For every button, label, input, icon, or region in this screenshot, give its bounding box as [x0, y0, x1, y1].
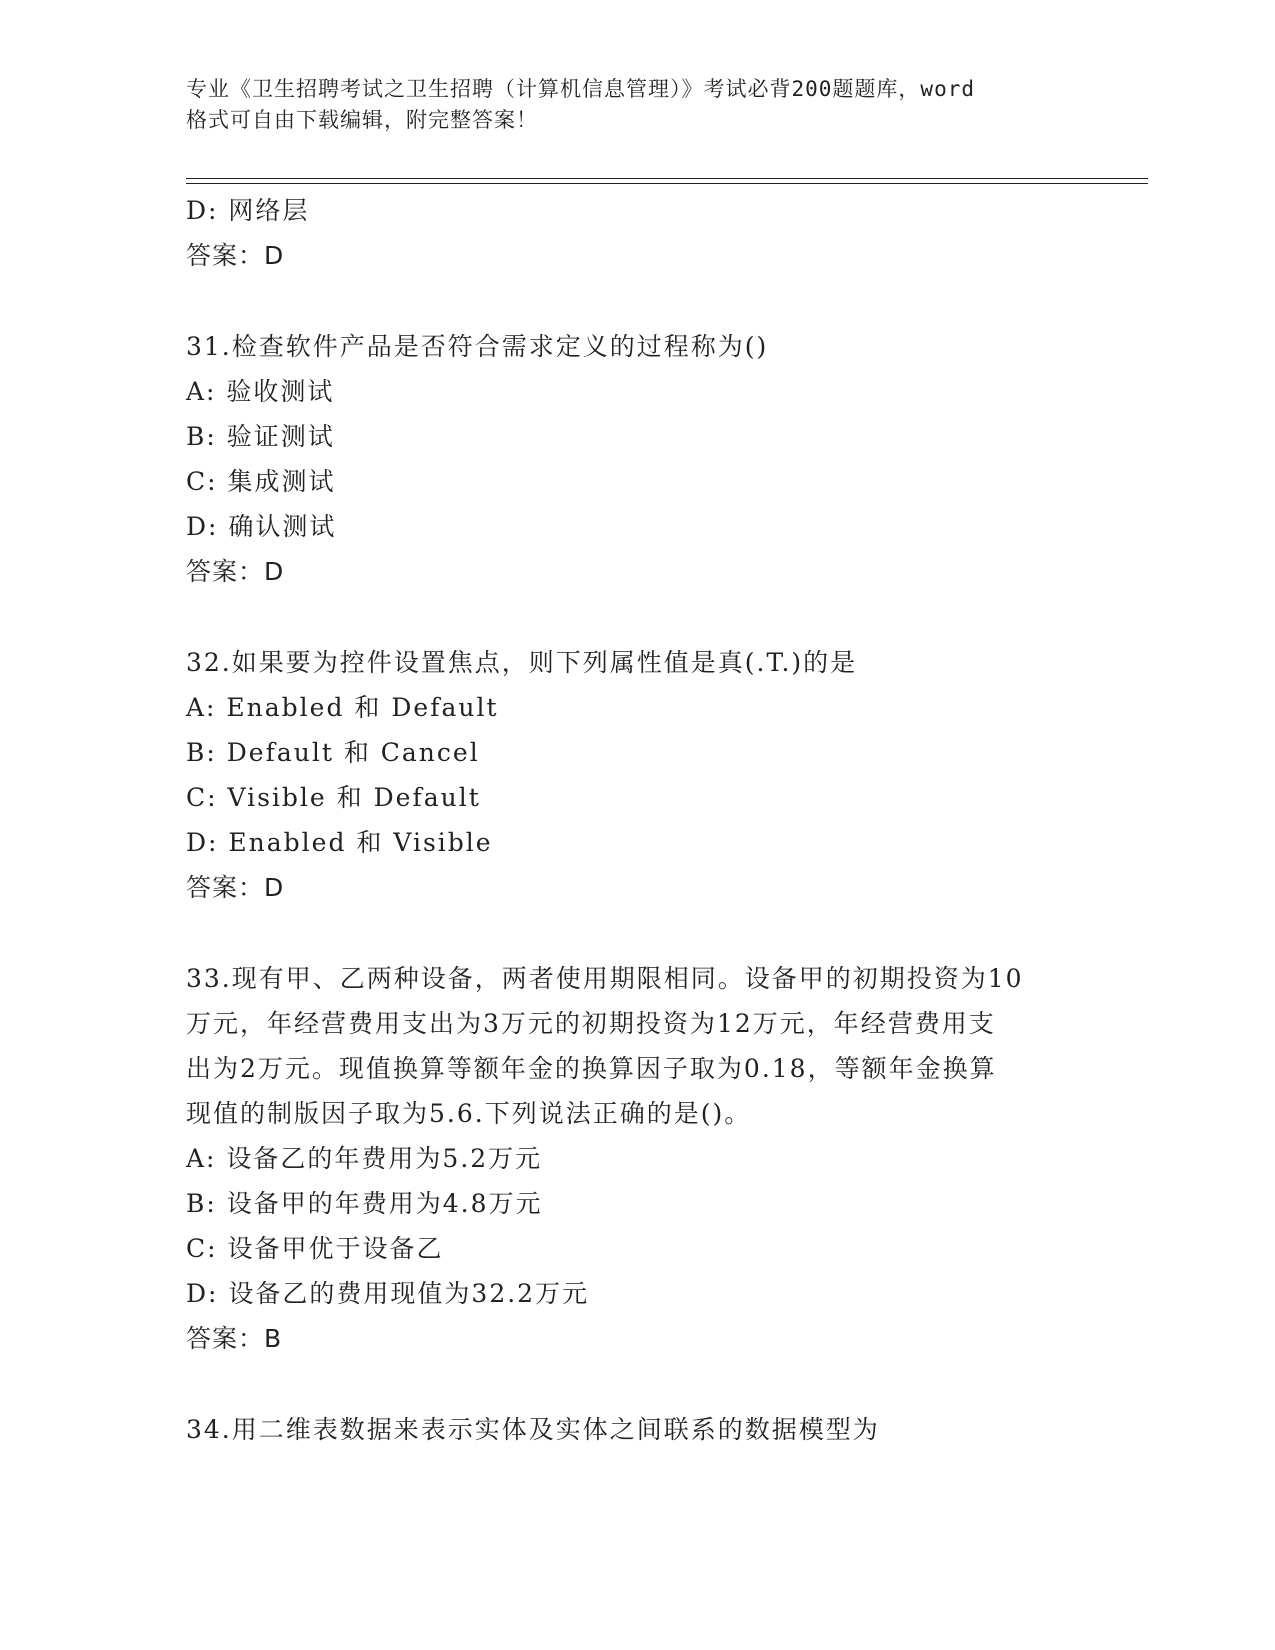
question-stem: 32.如果要为控件设置焦点，则下列属性值是真(.T.)的是 — [186, 648, 858, 677]
question-stem: 34.用二维表数据来表示实体及实体之间联系的数据模型为 — [186, 1415, 880, 1444]
header-divider-bottom — [186, 183, 1148, 184]
option-d: D: 确认测试 — [186, 512, 337, 541]
option-a: A: 验收测试 — [186, 377, 335, 406]
question-stem-line-4: 现值的制版因子取为5.6.下列说法正确的是()。 — [186, 1099, 752, 1128]
option-d: D: Enabled 和 Visible — [186, 828, 493, 857]
question-stem-line-1: 33.现有甲、乙两种设备，两者使用期限相同。设备甲的初期投资为10 — [186, 964, 1024, 993]
question-34 — [186, 1407, 1086, 1452]
header-line-2: 格式可自由下载编辑，附完整答案！ — [186, 108, 538, 132]
question-stem: 31.检查软件产品是否符合需求定义的过程称为() — [186, 332, 769, 361]
answer-line: 答案：D — [186, 241, 285, 270]
option-b: B: 验证测试 — [186, 422, 335, 451]
option-d: D: 网络层 — [186, 196, 310, 225]
answer-line: 答案：D — [186, 873, 285, 902]
answer-line: 答案：B — [186, 1324, 283, 1353]
answer-line: 答案：D — [186, 557, 285, 586]
header-line-1: 专业《卫生招聘考试之卫生招聘（计算机信息管理）》考试必背200题题库，word — [186, 77, 975, 101]
question-31 — [186, 324, 1086, 594]
question-33 — [186, 956, 1086, 1361]
document-header — [186, 74, 1096, 136]
option-b: B: 设备甲的年费用为4.8万元 — [186, 1189, 543, 1218]
question-content — [186, 188, 1086, 1452]
question-32 — [186, 640, 1086, 910]
previous-question-tail — [186, 188, 1086, 278]
option-c: C: Visible 和 Default — [186, 783, 481, 812]
option-d: D: 设备乙的费用现值为32.2万元 — [186, 1279, 590, 1308]
option-a: A: Enabled 和 Default — [186, 693, 499, 722]
option-c: C: 设备甲优于设备乙 — [186, 1234, 444, 1263]
question-stem-line-2: 万元，年经营费用支出为3万元的初期投资为12万元，年经营费用支 — [186, 1009, 996, 1038]
option-b: B: Default 和 Cancel — [186, 738, 480, 767]
option-a: A: 设备乙的年费用为5.2万元 — [186, 1144, 543, 1173]
header-divider-top — [186, 178, 1148, 179]
question-stem-line-3: 出为2万元。现值换算等额年金的换算因子取为0.18，等额年金换算 — [186, 1054, 997, 1083]
option-c: C: 集成测试 — [186, 467, 336, 496]
